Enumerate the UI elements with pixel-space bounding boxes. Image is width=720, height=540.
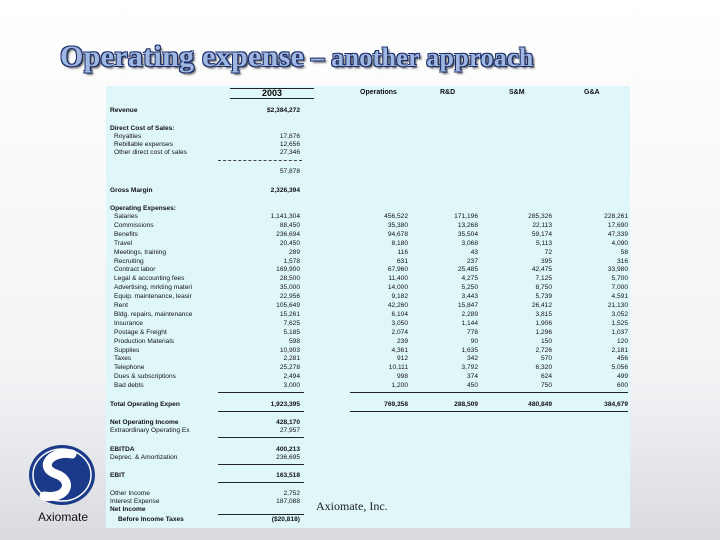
- row-sm: 42,475: [531, 266, 552, 274]
- row-ga: 456: [616, 355, 628, 363]
- row-sm: 480,849: [528, 401, 552, 408]
- row-total: 2,494: [283, 373, 300, 381]
- col-header-sm: S&M: [509, 89, 525, 96]
- row-sm: 624: [540, 373, 552, 381]
- company-footer: Axiomate, Inc.: [316, 499, 388, 513]
- col-header-rd: R&D: [440, 89, 456, 96]
- table-row: [106, 149, 630, 157]
- row-label: Gross Margin: [110, 187, 153, 194]
- title-main: Operating expense: [60, 40, 305, 73]
- row-label: Travel: [114, 239, 133, 247]
- row-label: Net Operating Income: [110, 419, 179, 426]
- row-sm: 570: [540, 355, 552, 363]
- row-total: ($20,818): [271, 516, 300, 523]
- table-row: [106, 231, 630, 239]
- row-ga: 2,181: [611, 346, 628, 354]
- row-rd: 1,144: [461, 319, 478, 327]
- row-total: 12,656: [279, 141, 300, 148]
- row-sm: 150: [540, 337, 552, 345]
- row-label: Total Operating Expen: [110, 401, 180, 408]
- row-rd: 374: [466, 373, 478, 381]
- divider: [218, 160, 302, 161]
- row-ops: 14,000: [387, 284, 408, 292]
- row-ga: 47,339: [607, 230, 628, 238]
- row-ga: 7,000: [611, 284, 628, 292]
- row-total: 22,956: [279, 293, 300, 301]
- row-ops: 116: [397, 248, 408, 256]
- divider: [218, 437, 304, 438]
- row-total: 187,088: [276, 498, 300, 505]
- row-label: EBIT: [110, 472, 126, 479]
- row-ops: 11,400: [388, 275, 408, 283]
- row-label: Rebillable expenses: [114, 141, 174, 148]
- row-sm: 750: [540, 382, 552, 390]
- row-ops: 769,358: [384, 401, 408, 408]
- row-ga: 316: [616, 257, 628, 265]
- row-rd: 35,504: [457, 230, 478, 238]
- row-sm: 3,815: [535, 310, 552, 318]
- row-sm: 395: [540, 257, 552, 265]
- row-total: 1,578: [283, 257, 300, 265]
- row-rd: 5,250: [461, 284, 478, 292]
- row-ga: 3,052: [611, 310, 628, 318]
- row-rd: 288,509: [454, 401, 478, 408]
- table-row: [106, 302, 630, 310]
- table-row: [106, 258, 630, 266]
- row-rd: 450: [466, 382, 478, 390]
- row-total: 428,170: [276, 419, 300, 426]
- row-ops: 94,678: [387, 230, 408, 238]
- row-sm: 26,412: [531, 302, 552, 309]
- company-logo: [28, 442, 98, 526]
- row-total: 28,500: [279, 275, 300, 283]
- row-sm: 8,750: [535, 284, 552, 292]
- ebit-row: [106, 472, 630, 480]
- row-label: Bldg. repairs, maintenance: [114, 310, 193, 318]
- row-total: 1,923,395: [270, 401, 300, 408]
- row-total: 35,000: [279, 284, 300, 292]
- table-row: [106, 284, 630, 292]
- row-total: 15,261: [279, 310, 300, 318]
- divider: [218, 514, 304, 515]
- divider: [218, 482, 304, 483]
- row-sm: 5,113: [535, 239, 552, 247]
- spreadsheet: [106, 86, 630, 528]
- row-total: 236,695: [276, 454, 300, 461]
- row-ga: 384,679: [604, 401, 628, 408]
- table-row: [106, 293, 630, 301]
- table-row: [106, 266, 630, 274]
- row-label: Other Income: [110, 490, 150, 497]
- net-income-bt-row: [106, 516, 630, 524]
- table-row: [106, 382, 630, 390]
- row-total: 27,957: [279, 427, 300, 434]
- table-row: [106, 338, 630, 346]
- row-label: Legal & accounting fees: [114, 275, 185, 283]
- row-label: Commissions: [114, 221, 154, 229]
- row-rd: 43: [470, 248, 478, 256]
- row-rd: 3,068: [461, 239, 478, 247]
- row-ops: 912: [396, 355, 408, 363]
- row-total: $2,384,272: [266, 107, 300, 114]
- row-ops: 456,522: [384, 213, 408, 220]
- row-label: Equip. maintenance, leasir: [114, 293, 192, 301]
- row-ga: 58: [620, 248, 628, 256]
- row-label: Production Materials: [114, 337, 175, 345]
- row-ga: 499: [616, 373, 628, 381]
- row-ga: 4,090: [611, 239, 628, 247]
- row-total: 17,876: [279, 133, 300, 140]
- table-row: [106, 213, 630, 221]
- row-label: Extraordinary Operating Ex: [110, 427, 190, 434]
- ebitda-row: [106, 446, 630, 454]
- row-ops: 631: [396, 257, 408, 265]
- table-row: [106, 364, 630, 372]
- row-sm: 7,125: [535, 275, 552, 283]
- row-label: Direct Cost of Sales:: [110, 125, 175, 132]
- col-header-ga: G&A: [584, 89, 600, 96]
- row-sm: 6,320: [535, 364, 552, 372]
- row-rd: 171,196: [454, 213, 478, 220]
- slide-title: [60, 40, 534, 74]
- row-label: Deprec. & Amortization: [110, 454, 178, 461]
- row-ops: 42,260: [387, 302, 408, 309]
- row-total: 163,518: [276, 472, 300, 479]
- year-header: 2003: [230, 88, 314, 99]
- opex-heading: [106, 205, 630, 213]
- row-total: 105,649: [276, 302, 300, 309]
- divider: [218, 392, 304, 393]
- row-total: 2,326,394: [270, 187, 300, 194]
- row-ga: 5,700: [611, 275, 628, 283]
- row-label: Postage & Freight: [114, 328, 167, 336]
- row-label: Meetings, training: [114, 248, 167, 256]
- divider: [350, 411, 628, 412]
- row-rd: 237: [466, 257, 478, 265]
- row-ga: 5,056: [611, 364, 628, 372]
- table-row: [106, 320, 630, 328]
- row-rd: 4,275: [461, 275, 478, 283]
- row-rd: 3,443: [461, 293, 478, 301]
- title-sub: – another approach: [304, 43, 534, 72]
- row-ga: 17,690: [607, 221, 628, 229]
- row-label: Advertising, mrkting materi: [114, 284, 193, 292]
- noi-row: [106, 419, 630, 427]
- row-label: Net Income: [110, 506, 146, 513]
- revenue-row: [106, 107, 630, 115]
- row-ops: 239: [396, 337, 408, 345]
- row-sm: 2,726: [535, 346, 552, 354]
- dcos-heading: [106, 125, 630, 133]
- row-total: 7,625: [283, 319, 300, 327]
- row-ops: 998: [396, 373, 408, 381]
- row-sm: 285,326: [528, 213, 552, 220]
- row-sm: 1,296: [535, 328, 552, 336]
- divider: [350, 392, 628, 393]
- divider: [218, 464, 304, 465]
- table-row: [106, 133, 630, 141]
- row-total: 598: [288, 337, 300, 345]
- row-total: 236,694: [276, 230, 300, 238]
- row-label: Operating Expenses:: [110, 205, 176, 212]
- logo-text: Axiomate: [37, 510, 89, 524]
- row-ops: 35,380: [387, 221, 408, 229]
- table-row: [106, 373, 630, 381]
- row-ga: 1,525: [611, 319, 628, 327]
- row-sm: 22,113: [532, 221, 552, 229]
- row-total: 169,900: [276, 266, 300, 274]
- row-total: 400,213: [276, 446, 300, 453]
- row-ga: 228,261: [604, 213, 628, 220]
- row-ops: 9,182: [391, 293, 408, 301]
- row-total: 25,278: [279, 364, 300, 372]
- row-rd: 1,635: [461, 346, 478, 354]
- row-label: Telephone: [114, 364, 145, 372]
- row-rd: 3,792: [461, 364, 478, 372]
- row-rd: 25,485: [457, 266, 478, 274]
- row-total: 57,878: [279, 168, 300, 175]
- table-row: [106, 275, 630, 283]
- table-row: [106, 222, 630, 230]
- row-ga: 33,980: [607, 266, 628, 274]
- row-rd: 13,268: [457, 221, 478, 229]
- row-ga: 1,037: [611, 328, 628, 336]
- table-row: [106, 249, 630, 257]
- row-ga: 4,591: [611, 293, 628, 301]
- table-row: [106, 329, 630, 337]
- row-label: Interest Expense: [110, 498, 160, 505]
- gross-margin-row: [106, 187, 630, 195]
- row-label: Royalties: [114, 133, 142, 140]
- table-row: [106, 355, 630, 363]
- dcos-total-row: [106, 168, 630, 176]
- row-ga: 21,130: [607, 302, 628, 309]
- row-label: Dues & subscriptions: [114, 373, 176, 381]
- row-label: Other direct cost of sales: [114, 149, 187, 156]
- row-total: 1,141,304: [270, 213, 300, 220]
- row-label: Insurance: [114, 319, 143, 327]
- row-total: 2,752: [283, 490, 300, 497]
- row-sm: 5,739: [535, 293, 552, 301]
- row-rd: 90: [470, 337, 478, 345]
- table-row: [106, 240, 630, 248]
- row-total: 88,450: [279, 221, 300, 229]
- other-income-row: [106, 490, 630, 498]
- row-label: Supplies: [114, 346, 140, 354]
- table-row: [106, 141, 630, 149]
- row-ga: 600: [616, 382, 628, 390]
- row-ops: 6,104: [391, 310, 408, 318]
- table-row: [106, 311, 630, 319]
- row-ops: 3,050: [391, 319, 408, 327]
- row-label: Before Income Taxes: [118, 516, 184, 523]
- row-label: Rent: [114, 302, 128, 309]
- row-total: 27,346: [279, 149, 300, 156]
- deprec-row: [106, 454, 630, 462]
- row-ops: 2,074: [391, 328, 408, 336]
- row-ops: 4,361: [391, 346, 408, 354]
- row-rd: 15,847: [457, 302, 478, 309]
- row-ops: 10,111: [388, 364, 408, 372]
- row-total: 289: [288, 248, 300, 256]
- row-ops: 1,200: [391, 382, 408, 390]
- row-total: 5,185: [283, 328, 300, 336]
- row-label: Benefits: [114, 230, 138, 238]
- axiomate-logo-icon: [28, 442, 98, 510]
- row-total: 2,281: [283, 355, 300, 363]
- row-rd: 2,289: [461, 310, 478, 318]
- row-label: Taxes: [114, 355, 132, 363]
- row-label: EBITDA: [110, 446, 135, 453]
- row-label: Salaries: [114, 213, 138, 220]
- table-row: [106, 347, 630, 355]
- row-ga: 120: [616, 337, 628, 345]
- col-header-operations: Operations: [360, 89, 397, 96]
- row-label: Bad debts: [114, 382, 144, 390]
- extra-row: [106, 427, 630, 435]
- row-label: Recruiting: [114, 257, 144, 265]
- row-sm: 1,906: [535, 319, 552, 327]
- row-label: Contract labor: [114, 266, 156, 274]
- row-total: 10,903: [279, 346, 300, 354]
- total-opex-row: [106, 401, 630, 409]
- row-label: Revenue: [110, 107, 138, 114]
- row-sm: 72: [544, 248, 552, 256]
- row-total: 3,000: [283, 382, 300, 390]
- row-sm: 59,174: [531, 230, 552, 238]
- row-rd: 778: [466, 328, 478, 336]
- divider: [218, 411, 304, 412]
- row-rd: 342: [466, 355, 478, 363]
- row-total: 20,450: [279, 239, 300, 247]
- row-ops: 67,960: [387, 266, 408, 274]
- row-ops: 8,180: [391, 239, 408, 247]
